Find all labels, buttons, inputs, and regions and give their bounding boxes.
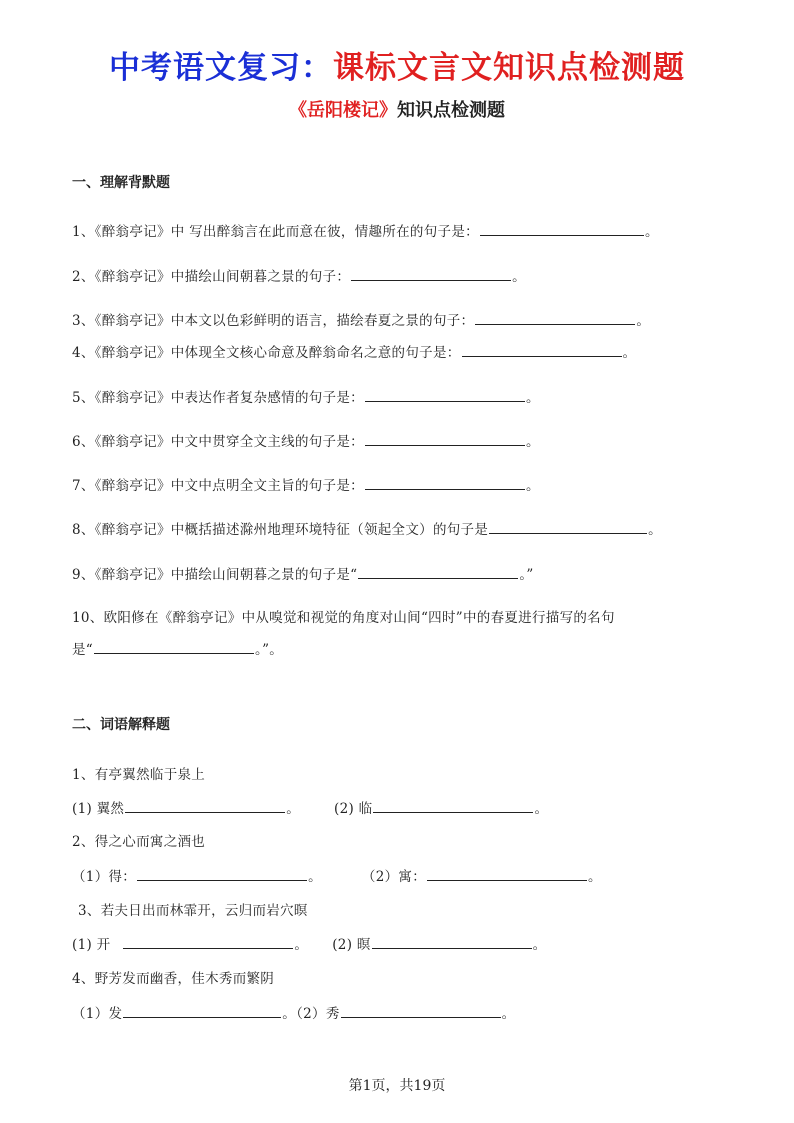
question-text: 6、《醉翁亭记》中文中贯穿全文主线的句子是： [72, 434, 364, 450]
item-end: 。 [534, 801, 549, 817]
item-label: （1）发 [72, 1006, 123, 1022]
question-end: 。 [525, 434, 540, 450]
vocab-sentence-2: 2、得之心而寓之酒也 [72, 834, 206, 850]
page-footer: 第1页，共19页 [348, 1078, 446, 1094]
vocab-answer-row-3 [72, 933, 546, 953]
document-title [0, 42, 794, 87]
question-text: 2、《醉翁亭记》中描绘山间朝暮之景的句子： [72, 269, 351, 285]
answer-blank[interactable] [341, 1003, 501, 1018]
question-end: 。” [519, 567, 534, 583]
item-end: 。 [282, 1006, 297, 1022]
answer-blank[interactable] [125, 798, 285, 813]
question-text: 9、《醉翁亭记》中描绘山间朝暮之景的句子是“ [72, 567, 358, 583]
answer-blank[interactable] [351, 266, 511, 281]
item-label: （2）秀 [296, 1006, 340, 1022]
question-end: 。 [512, 269, 526, 285]
answer-blank[interactable] [475, 310, 635, 325]
question-10-line2 [72, 638, 283, 658]
item-end: 。 [532, 937, 547, 953]
item-label: (1) 翼然 [72, 801, 125, 817]
answer-blank[interactable] [480, 221, 644, 236]
question-1 [72, 220, 659, 240]
item-label: (1) 开 [72, 937, 111, 953]
question-end: 。 [644, 224, 659, 240]
subtitle-rest: 知识点检测题 [397, 100, 505, 121]
item-label: (2) 临 [334, 801, 373, 817]
question-3 [72, 309, 650, 329]
item-label: （1）得： [72, 869, 137, 885]
title-prefix: 中考语文复习： [109, 50, 333, 86]
question-5 [72, 386, 540, 406]
vocab-sentence-3: 3、若夫日出而林霏开，云归而岩穴暝 [78, 903, 308, 919]
vocab-answer-row-2 [72, 865, 602, 885]
answer-blank[interactable] [462, 342, 622, 357]
question-4 [72, 341, 636, 361]
answer-blank[interactable] [358, 564, 518, 579]
question-text: 5、《醉翁亭记》中表达作者复杂感情的句子是： [72, 390, 364, 406]
item-label: (2) 暝 [332, 937, 371, 953]
answer-blank[interactable] [427, 866, 587, 881]
vocab-answer-row-4 [72, 1002, 515, 1022]
question-2 [72, 265, 526, 285]
item-end: 。 [286, 801, 301, 817]
question-end: 。 [525, 390, 540, 406]
answer-blank[interactable] [137, 866, 307, 881]
answer-blank[interactable] [372, 934, 532, 949]
answer-blank[interactable] [489, 519, 647, 534]
question-8 [72, 518, 662, 538]
section-heading-recitation: 一、理解背默题 [72, 175, 170, 191]
question-text: 1、《醉翁亭记》中 写出醉翁言在此而意在彼，情趣所在的句子是： [72, 224, 479, 240]
question-7 [72, 474, 540, 494]
item-end: 。 [501, 1006, 516, 1022]
vocab-answer-row-1 [72, 797, 548, 817]
answer-blank[interactable] [123, 1003, 281, 1018]
item-label: （2）寓： [361, 869, 426, 885]
question-end: 。 [525, 478, 540, 494]
title-main: 课标文言文知识点检测题 [333, 50, 685, 86]
vocab-sentence-1: 1、有亭翼然临于泉上 [72, 767, 206, 783]
subtitle-book: 《岳阳楼记》 [289, 100, 397, 121]
question-end: 。”。 [255, 642, 284, 658]
question-text: 是“ [72, 642, 94, 658]
question-6 [72, 430, 540, 450]
item-end: 。 [588, 869, 602, 885]
question-end: 。 [636, 313, 651, 329]
answer-blank[interactable] [365, 431, 525, 446]
item-end: 。 [308, 869, 322, 885]
answer-blank[interactable] [365, 387, 525, 402]
question-end: 。 [622, 345, 637, 361]
item-end: 。 [294, 937, 309, 953]
vocab-sentence-4: 4、野芳发而幽香，佳木秀而繁阴 [72, 971, 275, 987]
answer-blank[interactable] [373, 798, 533, 813]
document-subtitle [0, 96, 794, 122]
question-end: 。 [648, 522, 662, 538]
question-text: 3、《醉翁亭记》中本文以色彩鲜明的语言，描绘春夏之景的句子： [72, 313, 475, 329]
question-text: 7、《醉翁亭记》中文中点明全文主旨的句子是： [72, 478, 364, 494]
question-text: 8、《醉翁亭记》中概括描述滁州地理环境特征（领起全文）的句子是 [72, 522, 489, 538]
answer-blank[interactable] [365, 475, 525, 490]
question-10-line1: 10、欧阳修在《醉翁亭记》中从嗅觉和视觉的角度对山间“四时”中的春夏进行描写的名句 [72, 610, 615, 626]
section-heading-vocabulary: 二、词语解释题 [72, 717, 170, 733]
answer-blank[interactable] [94, 639, 254, 654]
answer-blank[interactable] [123, 934, 293, 949]
question-text: 4、《醉翁亭记》中体现全文核心命意及醉翁命名之意的句子是： [72, 345, 461, 361]
question-9 [72, 563, 534, 583]
